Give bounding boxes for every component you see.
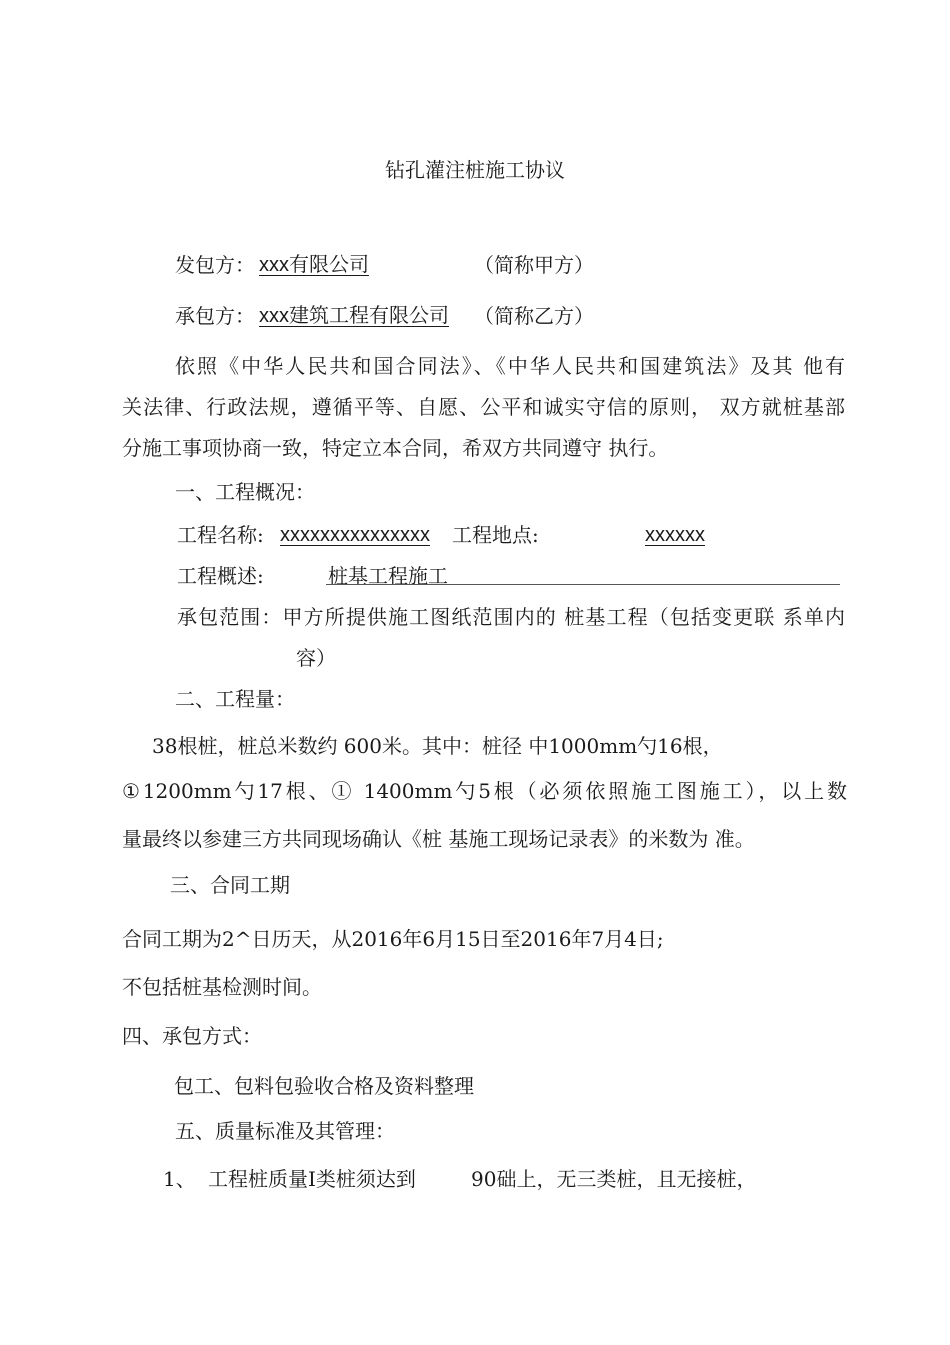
overview-underline — [326, 584, 840, 585]
section-4-heading: 四、承包方式： — [122, 1024, 262, 1048]
party-b-note: （简称乙方） — [474, 304, 594, 328]
project-location-value: xxxxxx — [645, 524, 705, 546]
project-name-label: 工程名称: — [177, 523, 264, 547]
section-5-heading: 五、质量标准及其管理： — [175, 1119, 395, 1143]
scope-line-1: 承包范围：甲方所提供施工图纸范围内的 桩基工程（包括变更联 系单内 — [177, 605, 845, 629]
project-overview-value: 桩基工程施工 — [328, 564, 448, 588]
scope-line-2: 容） — [296, 646, 336, 670]
quantity-line-1: 38根桩，桩总米数约 600米。其中：桩径 中1000mm勺16根， — [152, 734, 723, 758]
contract-mode-line: 包工、包料包验收合格及资料整理 — [174, 1074, 474, 1098]
quality-item-1-text: 工程桩质量Ⅰ类桩须达到 — [208, 1167, 416, 1191]
party-b-label: 承包方： — [175, 304, 255, 328]
party-a-name: xxx有限公司 — [259, 254, 369, 276]
preamble-line-2: 关法律、行政法规，遵循平等、自愿、公平和诚实守信的原则， 双方就桩基部 — [122, 395, 845, 419]
project-overview-label: 工程概述: — [177, 564, 264, 588]
section-2-heading: 二、工程量： — [175, 687, 295, 711]
preamble-line-1: 依照《中华人民共和国合同法》、《中华人民共和国建筑法》及其 他有 — [175, 354, 845, 378]
party-b-name: xxx建筑工程有限公司 — [259, 305, 449, 327]
section-1-heading: 一、工程概况： — [175, 480, 315, 504]
preamble-line-3: 分施工事项协商一致，特定立本合同，希双方共同遵守 执行。 — [122, 436, 669, 460]
document-title: 钻孔灌注桩施工协议 — [385, 158, 565, 182]
party-a-note: （简称甲方） — [474, 253, 594, 277]
quality-item-1-rest: 90础上，无三类桩，且无接桩， — [471, 1167, 757, 1191]
project-location-label: 工程地点: — [452, 523, 539, 547]
section-3-heading: 三、合同工期 — [170, 873, 290, 897]
duration-line-1: 合同工期为2^日历天，从2016年6月15日至2016年7月4日; — [122, 927, 664, 951]
project-name-value: xxxxxxxxxxxxxxx — [280, 524, 430, 546]
quantity-line-3: 量最终以参建三方共同现场确认《桩 基施工现场记录表》的米数为 准。 — [122, 827, 755, 851]
quantity-line-2: ①1200mm勺17根、① 1400mm勺5根（必须依照施工图施工），以上数 — [122, 779, 847, 803]
quality-item-1-number: 1、 — [163, 1167, 196, 1191]
duration-line-2: 不包括桩基检测时间。 — [122, 975, 322, 999]
party-a-label: 发包方： — [175, 253, 255, 277]
